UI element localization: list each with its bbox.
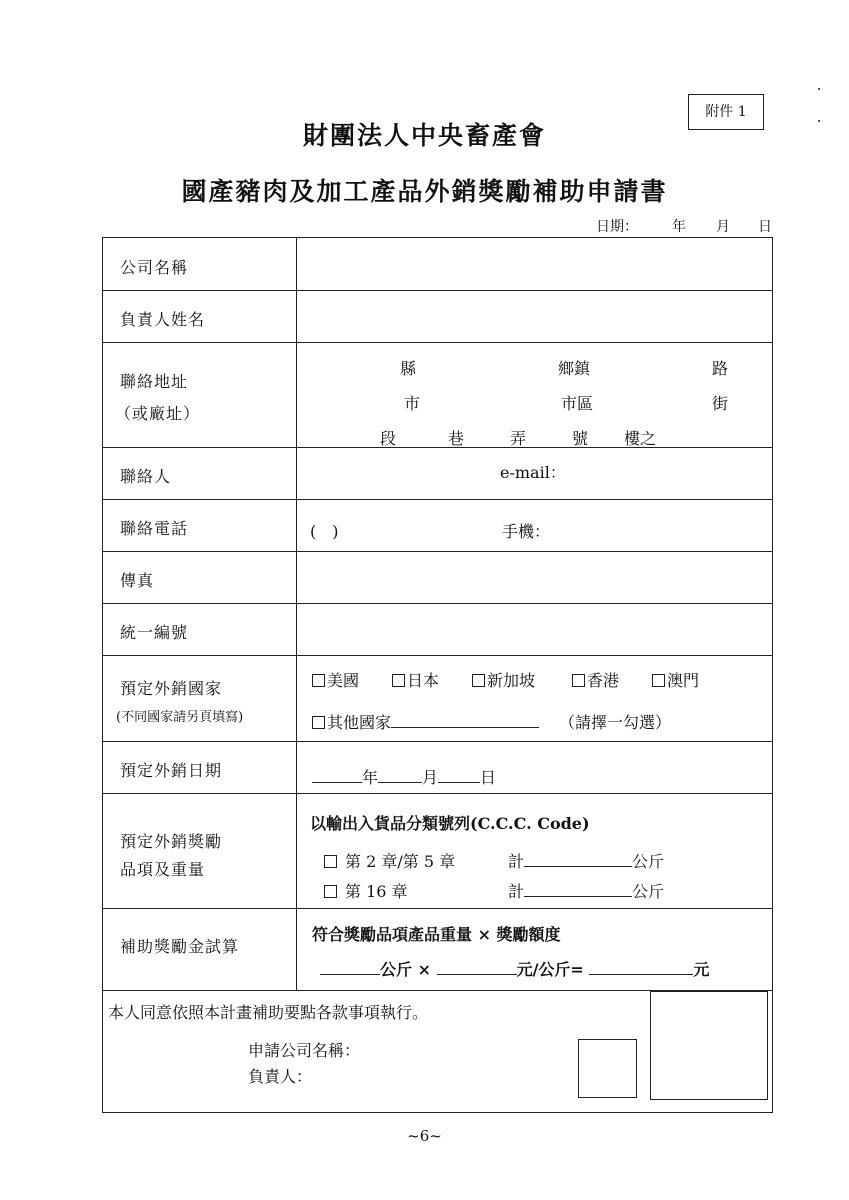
- items-label: 預定外銷獎勵: [120, 832, 223, 851]
- rate-blank[interactable]: [437, 960, 517, 975]
- checkbox[interactable]: [324, 855, 337, 868]
- mobile-label: 手機：: [502, 522, 551, 541]
- export-country-label: 預定外銷國家: [120, 679, 223, 698]
- checkbox[interactable]: [324, 885, 337, 898]
- address-city: 市: [404, 394, 421, 413]
- checkbox[interactable]: [472, 674, 485, 687]
- contact-person-label: 聯絡人: [120, 467, 172, 486]
- address-alley: 弄: [510, 429, 527, 448]
- row-divider: [103, 499, 772, 500]
- phone-area-code: ( ): [310, 522, 339, 541]
- company-seal-box[interactable]: [650, 991, 768, 1100]
- address-road: 路: [712, 359, 729, 378]
- formula-line: 公斤 × 元/公斤= 元: [320, 957, 709, 980]
- subsidy-label: 補助獎勵金試算: [120, 937, 240, 956]
- application-form-table: [102, 237, 773, 1113]
- country-option-hong-kong[interactable]: 香港: [572, 668, 619, 691]
- checkbox[interactable]: [312, 716, 325, 729]
- address-label: 聯絡地址: [120, 372, 189, 391]
- day-blank[interactable]: [438, 768, 480, 783]
- country-option-japan[interactable]: 日本: [392, 668, 439, 691]
- address-floor: 樓之: [624, 429, 657, 448]
- row-divider: [103, 655, 772, 656]
- row-divider: [103, 741, 772, 742]
- email-label: e-mail：: [500, 463, 566, 482]
- formula-heading: 符合獎勵品項產品重量 × 獎勵額度: [312, 925, 561, 944]
- checkbox[interactable]: [572, 674, 585, 687]
- items-label-weight: 品項及重量: [120, 860, 206, 879]
- agreement-text: 本人同意依照本計畫補助要點各款事項執行。: [108, 1003, 429, 1022]
- export-date-fields: 年 月 日: [312, 765, 496, 788]
- ccc-item-ch16-total: 計 公斤: [508, 882, 665, 901]
- other-country-blank[interactable]: [391, 713, 539, 728]
- ccc-item-ch2-ch5[interactable]: 第 2 章/第 5 章: [324, 849, 455, 872]
- country-option-other[interactable]: 其他國家: [312, 710, 539, 733]
- column-divider: [296, 238, 297, 990]
- applicant-company-label: 申請公司名稱：: [248, 1041, 361, 1060]
- weight-blank[interactable]: [320, 960, 380, 975]
- form-title: 國產豬肉及加工產品外銷獎勵補助申請書: [181, 177, 668, 206]
- address-label-note: （或廠址）: [115, 404, 201, 423]
- company-name-label: 公司名稱: [120, 258, 189, 277]
- scan-mark: [818, 88, 820, 90]
- ccc-item-ch2-total: 計 公斤: [508, 852, 665, 871]
- checkbox[interactable]: [652, 674, 665, 687]
- ccc-item-ch16[interactable]: 第 16 章: [324, 879, 408, 902]
- tax-id-label: 統一編號: [120, 623, 189, 642]
- applicant-owner-label: 負責人：: [248, 1067, 313, 1086]
- month-blank[interactable]: [378, 768, 422, 783]
- country-option-singapore[interactable]: 新加坡: [472, 668, 535, 691]
- date-label: 日期：: [596, 219, 638, 235]
- row-divider: [103, 603, 772, 604]
- address-township: 鄉鎮: [558, 359, 591, 378]
- date-day: 日: [758, 219, 772, 235]
- amount-blank[interactable]: [589, 960, 693, 975]
- country-option-macau[interactable]: 澳門: [652, 668, 699, 691]
- address-county: 縣: [400, 359, 417, 378]
- row-divider: [103, 908, 772, 909]
- owner-seal-box[interactable]: [578, 1039, 637, 1098]
- year-blank[interactable]: [312, 768, 362, 783]
- row-divider: [103, 290, 772, 291]
- attachment-label: 附件 1: [688, 94, 764, 130]
- export-country-note: (不同國家請另頁填寫): [116, 710, 244, 725]
- phone-label: 聯絡電話: [120, 519, 189, 538]
- checkbox[interactable]: [312, 674, 325, 687]
- row-divider: [103, 447, 772, 448]
- weight-blank[interactable]: [524, 882, 632, 897]
- page-number: ~6~: [407, 1127, 442, 1145]
- choose-one-note: （請擇一勾選）: [559, 713, 672, 732]
- row-divider: [103, 793, 772, 794]
- row-divider: [103, 551, 772, 552]
- ccc-heading: 以輸出入貨品分類號列(C.C.C. Code): [310, 814, 590, 833]
- checkbox[interactable]: [392, 674, 405, 687]
- organization-title: 財團法人中央畜產會: [302, 121, 546, 150]
- address-number: 號: [572, 429, 589, 448]
- address-lane: 巷: [448, 429, 465, 448]
- fax-label: 傳真: [120, 571, 155, 590]
- address-section: 段: [380, 429, 397, 448]
- address-district: 市區: [561, 394, 594, 413]
- country-option-usa[interactable]: 美國: [312, 668, 359, 691]
- weight-blank[interactable]: [524, 852, 632, 867]
- export-date-label: 預定外銷日期: [120, 761, 223, 780]
- row-divider: [103, 342, 772, 343]
- owner-name-label: 負責人姓名: [120, 310, 206, 329]
- date-year: 年: [672, 219, 686, 235]
- address-street: 街: [712, 394, 729, 413]
- date-month: 月: [716, 219, 730, 235]
